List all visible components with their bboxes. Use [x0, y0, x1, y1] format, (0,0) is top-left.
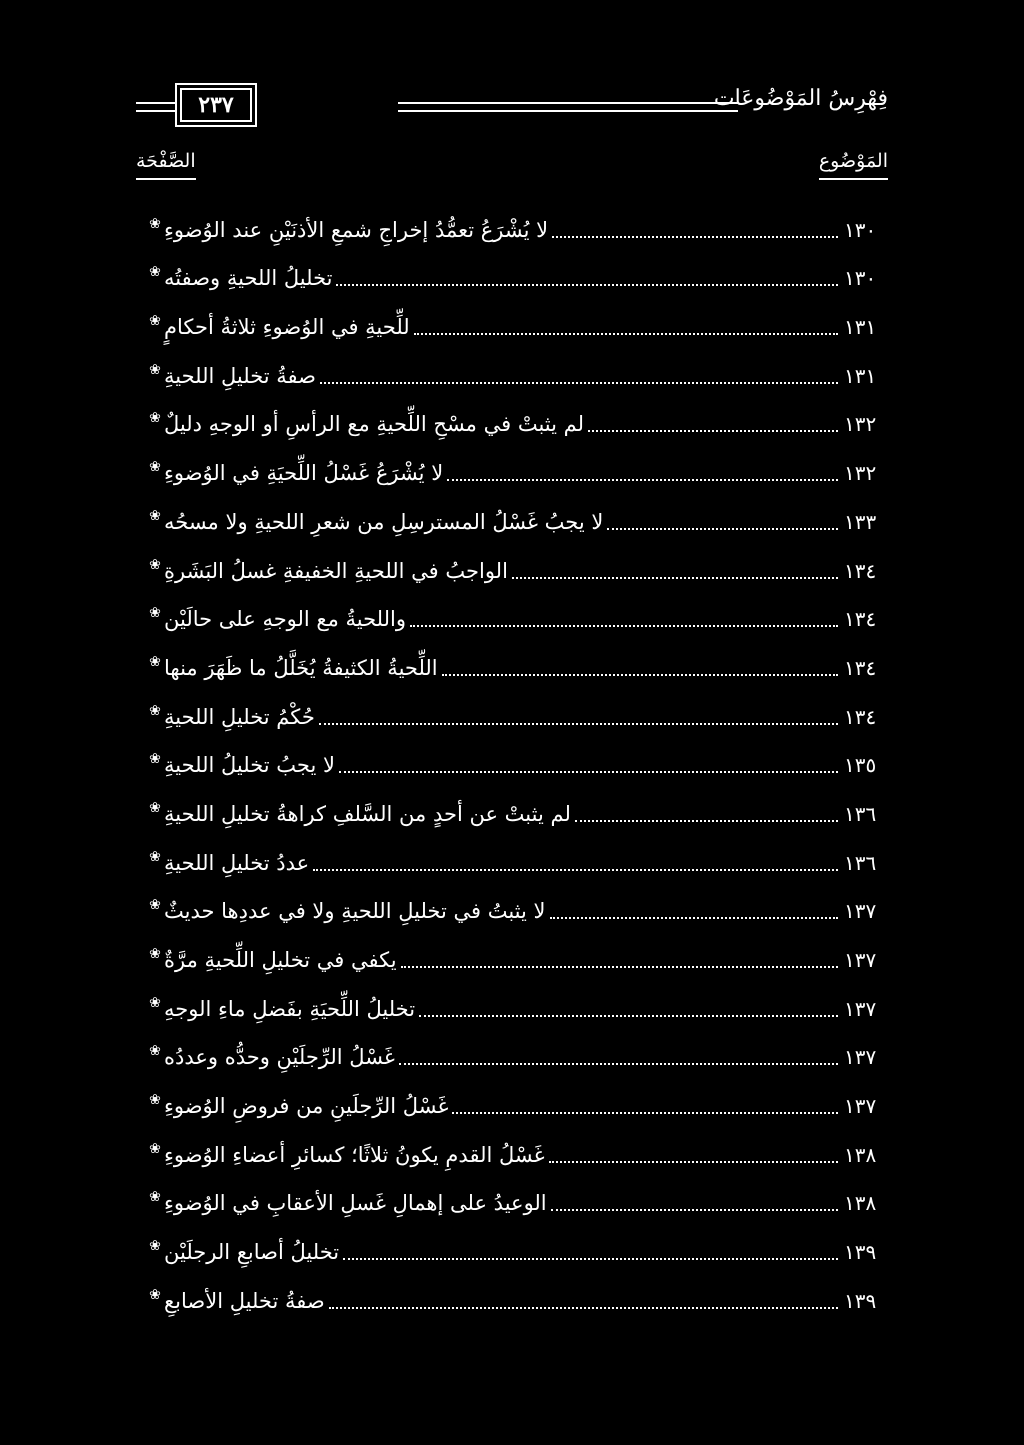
entry-page-number: ١٣٧	[844, 996, 877, 1021]
entry-page-number: ١٣٢	[844, 461, 877, 486]
entry-page-number: ١٣٩	[844, 1240, 877, 1265]
entry-page-number: ١٣٣	[844, 509, 877, 534]
index-entry	[136, 493, 888, 542]
entry-title: الواجبُ في اللحيةِ الخفيفةِ غسلُ البَشَرةِ	[164, 558, 508, 583]
dot-leader	[399, 1063, 838, 1065]
index-entry	[136, 444, 888, 493]
entry-page-number: ١٣٨	[844, 1142, 877, 1167]
bullet-icon: ❀	[149, 1286, 161, 1303]
bullet-icon: ❀	[149, 1189, 161, 1206]
index-entry	[136, 396, 888, 445]
bullet-icon: ❀	[149, 1238, 161, 1255]
index-entry	[136, 250, 888, 299]
entry-title: لا يُشْرَعُ تعمُّدُ إخراجِ شمعِ الأذنَيْنِ عند الوُضوءِ	[164, 217, 549, 242]
dot-leader	[447, 479, 838, 481]
entry-title: للِّحيةِ في الوُضوءِ ثلاثةُ أحكامٍ	[164, 315, 410, 340]
entry-title: عددُ تخليلِ اللحيةِ	[164, 850, 310, 875]
index-entry	[136, 785, 888, 834]
header-title: فِهْرِسُ المَوْضُوعَات	[713, 86, 888, 111]
dot-leader	[512, 577, 838, 579]
entry-page-number: ١٣٤	[844, 704, 877, 729]
bullet-icon: ❀	[149, 556, 161, 573]
running-header	[136, 84, 888, 124]
bullet-icon: ❀	[149, 264, 161, 281]
page-number: ٢٣٧	[198, 92, 234, 118]
dot-leader	[320, 382, 838, 384]
bullet-icon: ❀	[149, 946, 161, 962]
entry-page-number: ١٣١	[844, 315, 877, 340]
dot-leader	[339, 771, 838, 773]
bullet-icon: ❀	[149, 361, 161, 378]
bullet-icon: ❀	[149, 507, 161, 524]
dot-leader	[550, 917, 839, 919]
dot-leader	[414, 333, 838, 335]
dot-leader	[319, 723, 838, 725]
index-entry	[136, 1272, 888, 1321]
bullet-icon: ❀	[149, 1043, 161, 1060]
index-entry	[136, 591, 888, 640]
dot-leader	[552, 236, 838, 238]
header-rule	[398, 102, 738, 112]
index-entry	[136, 347, 888, 396]
dot-leader	[313, 869, 838, 871]
dot-leader	[410, 625, 838, 627]
column-heading-topic: المَوْضُوع	[819, 148, 888, 180]
entry-page-number: ١٣٠	[844, 266, 877, 291]
dot-leader	[329, 1307, 838, 1309]
index-entry	[136, 980, 888, 1029]
entry-title: لا يثبتُ في تخليلِ اللحيةِ ولا في عددِها حديثٌ	[164, 899, 546, 924]
dot-leader	[607, 528, 838, 530]
entry-page-number: ١٣٤	[844, 558, 877, 583]
entry-page-number: ١٣٠	[844, 217, 877, 242]
index-entry	[136, 931, 888, 980]
bullet-icon: ❀	[149, 897, 161, 914]
entry-title: الوعيدُ على إهمالِ غَسلِ الأعقابِ في الوُضوءِ	[164, 1191, 547, 1216]
entry-page-number: ١٣٧	[844, 948, 877, 972]
bullet-icon: ❀	[149, 702, 161, 719]
entry-page-number: ١٣٤	[844, 655, 877, 680]
dot-leader	[442, 674, 838, 676]
bullet-icon: ❀	[149, 799, 161, 816]
entry-title: غَسْلُ الرِّجلَينِ من فروضِ الوُضوءِ	[164, 1094, 449, 1119]
entry-title: لم يثبتْ في مسْحِ اللِّحيةِ مع الرأسِ أو الوجهِ دليلٌ	[164, 412, 585, 437]
entry-page-number: ١٣٢	[844, 412, 877, 437]
bullet-icon: ❀	[149, 751, 161, 768]
entry-title: لم يثبتْ عن أحدٍ من السَّلفِ كراهةُ تخليلِ اللحيةِ	[164, 801, 571, 826]
entry-page-number: ١٣٨	[844, 1191, 877, 1216]
bullet-icon: ❀	[149, 994, 161, 1011]
dot-leader	[336, 284, 838, 286]
entry-title: غَسْلُ الرِّجلَيْنِ وحدُّه وعددُه	[164, 1045, 395, 1070]
page-number-box	[180, 88, 252, 122]
entry-page-number: ١٣١	[844, 363, 877, 388]
bullet-icon: ❀	[149, 459, 161, 476]
index-entry	[136, 1077, 888, 1126]
index-entry	[136, 1223, 888, 1272]
bullet-icon: ❀	[149, 653, 161, 670]
entry-page-number: ١٣٥	[844, 753, 877, 778]
entry-title: حُكْمُ تخليلِ اللحيةِ	[164, 704, 315, 729]
dot-leader	[551, 1209, 838, 1211]
bullet-icon: ❀	[149, 313, 161, 330]
entry-title: صفةُ تخليلِ الأصابعِ	[164, 1288, 325, 1313]
entry-title: صفةُ تخليلِ اللحيةِ	[164, 363, 316, 388]
entry-page-number: ١٣٤	[844, 607, 877, 632]
entry-page-number: ١٣٧	[844, 1045, 877, 1070]
entry-title: يكفي في تخليلِ اللِّحيةِ مرَّةٌ	[164, 948, 397, 972]
entry-title: غَسْلُ القدمِ يكونُ ثلاثًا؛ كسائرِ أعضاءِ الوُضوءِ	[164, 1142, 545, 1167]
index-entry	[136, 1126, 888, 1175]
entry-title: تخليلُ أصابعِ الرجلَيْن	[164, 1240, 340, 1265]
bullet-icon: ❀	[149, 410, 161, 427]
dot-leader	[452, 1112, 838, 1114]
bullet-icon: ❀	[149, 605, 161, 622]
bullet-icon: ❀	[149, 848, 161, 865]
dot-leader	[588, 430, 838, 432]
dot-leader	[549, 1161, 838, 1163]
entry-page-number: ١٣٦	[844, 801, 877, 826]
index-entry	[136, 1029, 888, 1078]
bullet-icon: ❀	[149, 1140, 161, 1157]
entry-page-number: ١٣٧	[844, 1094, 877, 1119]
index-entry	[136, 834, 888, 883]
index-entry	[136, 883, 888, 932]
dot-leader	[419, 1015, 838, 1017]
entry-page-number: ١٣٧	[844, 899, 877, 924]
entry-page-number: ١٣٩	[844, 1288, 877, 1313]
dot-leader	[343, 1258, 838, 1260]
bullet-icon: ❀	[149, 1092, 161, 1109]
entry-title: تخليلُ اللِّحيَةِ بفَضلِ ماءِ الوجهِ	[164, 996, 416, 1021]
entry-title: اللِّحيةُ الكثيفةُ يُخَلَّلُ ما ظَهَرَ منها	[164, 655, 438, 680]
entry-title: لا يُشْرَعُ غَسْلُ اللِّحيَةِ في الوُضوءِ	[164, 461, 444, 486]
index-entry	[136, 1175, 888, 1224]
dot-leader	[575, 820, 838, 822]
index-entry	[136, 688, 888, 737]
index-entry	[136, 639, 888, 688]
index-entry	[136, 201, 888, 250]
dot-leader	[401, 966, 838, 968]
entry-title: تخليلُ اللحيةِ وصفتُه	[164, 266, 333, 291]
index-entry	[136, 542, 888, 591]
index-entry	[136, 737, 888, 786]
bullet-icon: ❀	[149, 215, 161, 232]
entry-title: لا يجبُ تخليلُ اللحيةِ	[164, 753, 335, 778]
entry-title: لا يجبُ غَسْلُ المسترسِلِ من شعرِ اللحيةِ ولا مسحُه	[164, 509, 604, 534]
entry-page-number: ١٣٦	[844, 850, 877, 875]
index-entry	[136, 298, 888, 347]
header-rule-left	[136, 102, 176, 112]
index-list	[136, 201, 888, 1321]
entry-title: واللحيةُ مع الوجهِ على حالَيْن	[164, 607, 407, 632]
column-heading-page: الصَّفْحَة	[136, 148, 196, 180]
